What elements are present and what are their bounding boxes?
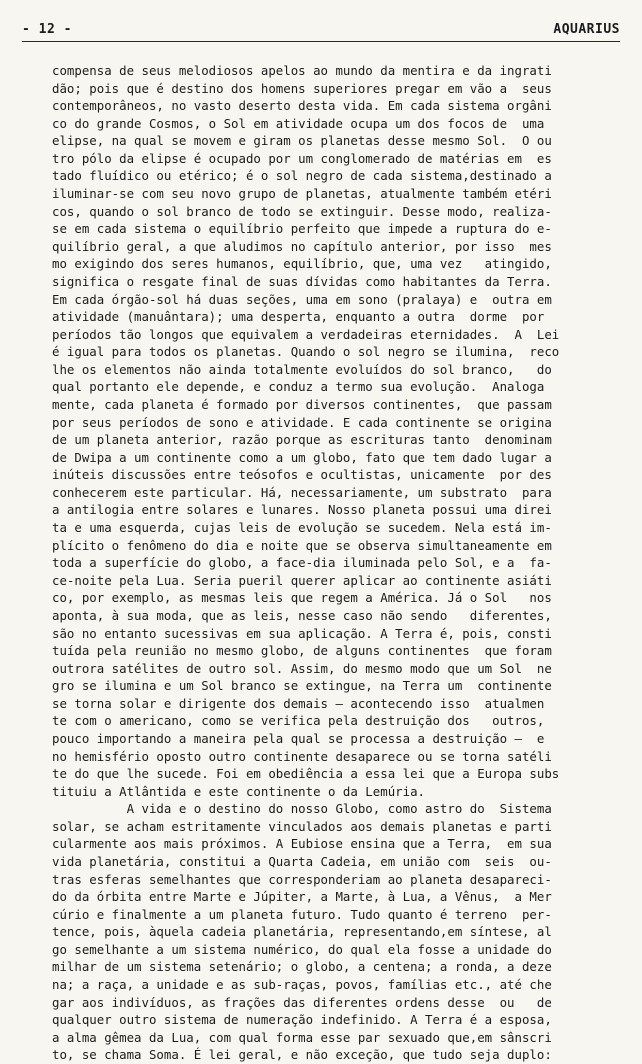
body-text <box>52 62 626 1064</box>
text-line: significa o resgate final de suas dívidas como habitantes da Terra. <box>52 273 552 289</box>
text-line: pouco importando a maneira pela qual se processa a destruição — e <box>52 730 545 746</box>
text-line: quilíbrio geral, a que aludimos no capítulo anterior, por isso mes <box>52 238 552 254</box>
text-line: vida planetária, constitui a Quarta Cadeia, em união com seis ou- <box>52 854 552 870</box>
text-line: Em cada órgão-sol há duas seções, uma em sono (pralaya) e outra em <box>52 291 552 307</box>
text-line: do da órbita entre Marte e Júpiter, a Marte, à Lua, a Vênus, a Mer <box>52 889 552 905</box>
header-rule <box>22 41 620 42</box>
running-title: AQUARIUS <box>553 22 620 37</box>
text-line: conhecerem este particular. Há, necessariamente, um substrato para <box>52 484 552 500</box>
text-line: na; a raça, a unidade e as sub-raças, povos, famílias etc., até che <box>52 977 552 993</box>
text-line: cularmente aos mais próximos. A Eubiose ensina que a Terra, em sua <box>52 836 552 852</box>
text-line: lhe os elementos não ainda totalmente evoluídos do sol branco, do <box>52 361 552 377</box>
text-line: mo exigindo dos seres humanos, equilíbrio, que, uma vez atingido, <box>52 256 552 272</box>
text-line: aponta, à sua moda, que as leis, nesse caso não sendo diferentes, <box>52 607 552 623</box>
text-line: qualquer outro sistema de numeração indefinido. A Terra é a esposa, <box>52 1012 552 1028</box>
text-line: se torna solar e dirigente dos demais — acontecendo isso atualmen <box>52 695 545 711</box>
text-line: é igual para todos os planetas. Quando o sol negro se ilumina, reco <box>52 344 560 360</box>
text-line: cos, quando o sol branco de todo se extinguir. Desse modo, realiza- <box>52 203 552 219</box>
page-number: - 12 - <box>22 22 72 37</box>
text-line: milhar de um sistema setenário; o globo, a centena; a ronda, a deze <box>52 959 552 975</box>
text-line: plícito o fenômeno do dia e noite que se observa simultaneamente em <box>52 537 552 553</box>
text-line: a alma gêmea da Lua, com qual forma esse par sexuado que,em sânscri <box>52 1029 552 1045</box>
text-line: se em cada sistema o equilíbrio perfeito que impede a ruptura do e- <box>52 221 552 237</box>
text-line: gar aos indivíduos, as frações das diferentes ordens desse ou de <box>52 994 552 1010</box>
text-line: mente, cada planeta é formado por diversos continentes, que passam <box>52 396 552 412</box>
text-line: tro pólo da elipse é ocupado por um conglomerado de matérias em es <box>52 150 552 166</box>
text-line: atividade (manuântara); uma desperta, enquanto a outra dorme por <box>52 309 545 325</box>
text-line: por seus períodos de sono e atividade. E cada continente se origina <box>52 414 552 430</box>
text-line: períodos tão longos que equivalem a verdadeiras eternidades. A Lei <box>52 326 560 342</box>
text-line: no hemisfério oposto outro continente desaparece ou se torna satéli <box>52 748 552 764</box>
text-line: co do grande Cosmos, o Sol em atividade ocupa um dos focos de uma <box>52 115 545 131</box>
text-line: qual portanto ele depende, e conduz a termo sua evolução. Analoga <box>52 379 545 395</box>
text-line: a antilogia entre solares e lunares. Nosso planeta possui uma direi <box>52 502 552 518</box>
text-line: solar, se acham estritamente vinculados aos demais planetas e parti <box>52 818 552 834</box>
text-line: te com o americano, como se verifica pela destruição dos outros, <box>52 713 545 729</box>
text-line: iluminar-se com seu novo grupo de planetas, atualmente também etéri <box>52 186 552 202</box>
text-line: tado fluídico ou etérico; é o sol negro de cada sistema,destinado a <box>52 168 552 184</box>
page-header <box>22 18 620 44</box>
text-line: de Dwipa a um continente como a um globo, fato que tem dado lugar a <box>52 449 552 465</box>
text-line: contemporâneos, no vasto deserto desta vida. Em cada sistema orgâni <box>52 98 552 114</box>
text-line: gro se ilumina e um Sol branco se extingue, na Terra um continente <box>52 678 552 694</box>
text-line: são no entanto sucessivas em sua aplicação. A Terra é, pois, consti <box>52 625 552 641</box>
text-line: toda a superfície do globo, a face-dia iluminada pelo Sol, e a fa- <box>52 555 552 571</box>
text-line: te do que lhe sucede. Foi em obediência a essa lei que a Europa subs <box>52 766 560 782</box>
text-line: tuída pela reunião no mesmo globo, de alguns continentes que foram <box>52 643 552 659</box>
text-line: tence, pois, àquela cadeia planetária, representando,em síntese, al <box>52 924 552 940</box>
text-line: compensa de seus melodiosos apelos ao mundo da mentira e da ingrati <box>52 63 552 78</box>
text-line: inúteis discussões entre teósofos e ocultistas, unicamente por des <box>52 467 552 483</box>
text-line: tituiu a Atlântida e este continente o da Lemúria. <box>52 783 425 799</box>
text-line: de um planeta anterior, razão porque as escrituras tanto denominam <box>52 432 552 448</box>
text-line: tras esferas semelhantes que corresponderiam ao planeta desapareci- <box>52 871 552 887</box>
text-line: A vida e o destino do nosso Globo, como astro do Sistema <box>52 801 552 817</box>
text-line: dão; pois que é destino dos homens superiores pregar em vão a seus <box>52 80 552 96</box>
text-line: outrora satélites de outro sol. Assim, do mesmo modo que um Sol ne <box>52 660 552 676</box>
text-line: go semelhante a um sistema numérico, do qual ela fosse a unidade do <box>52 941 552 957</box>
text-line: to, se chama Soma. É lei geral, e não exceção, que tudo seja duplo: <box>52 1047 552 1063</box>
text-line: ce-noite pela Lua. Seria pueril querer aplicar ao continente asiáti <box>52 572 552 588</box>
text-line: elipse, na qual se movem e giram os planetas desse mesmo Sol. O ou <box>52 133 552 149</box>
text-line: cúrio e finalmente a um planeta futuro. Tudo quanto é terreno per- <box>52 906 552 922</box>
text-line: ta e uma esquerda, cujas leis de evolução se sucedem. Nela está im- <box>52 520 552 536</box>
text-line: co, por exemplo, as mesmas leis que regem a América. Já o Sol nos <box>52 590 552 606</box>
